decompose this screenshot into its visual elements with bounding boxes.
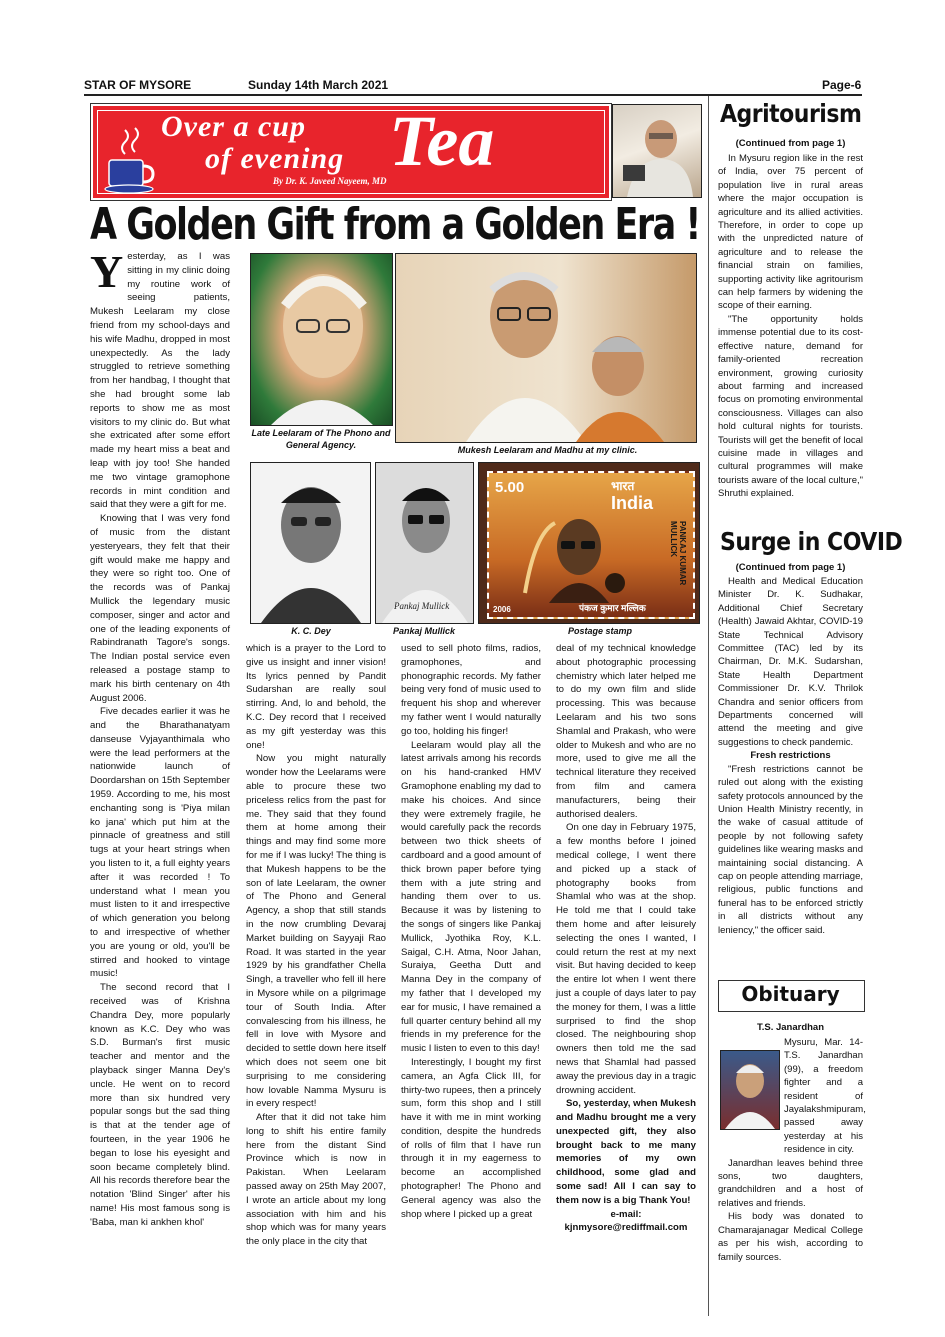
article-col2-para1: which is a prayer to the Lord to give us insight and inner vision! Its lyrics penned by Pandit Sudarshan are really soul stirring. And, lo and behold, the K.C. Dey record that I received as my gift yesterday was this one! — [246, 643, 386, 751]
agritourism-continued: (Continued from page 1) — [735, 138, 846, 149]
stamp-country: India — [611, 493, 654, 513]
page-number: Page-6 — [822, 78, 862, 92]
article-col4-para2: On one day in February 1975, a few months before I joined medical college, I went there and picked up a stack of photography books from Shamlal who was at the shop. He told me that I could take them home and after leisurely selecting the ones I wanted, I could return the rest at my next visit. But having decided to keep the entire lot when I went there just a couple of days later to pay the money for them, I was a little surprised to find the shop closed. The neighbouring shop owners then told me the sad news that Shamlal had passed away the previous day in a tragic drowning accident. — [556, 822, 696, 1096]
agritourism-heading: Agritourism — [720, 100, 862, 129]
article-col1-para1: Yesterday, as I was sitting in my clinic doing my routine work of seeing patients, Mukesh Leelaram my close friend from my school-days and his wife Madhu, dropped in most unexpectedly. As the lady struggled to retrieve something from her handbag, I thought that she had brought some lab reports to show me as most visitors to my clinic do. But what she extricated after some effort made my heart miss a beat and leap with joy too! She handed me two vintage gramophone records in mint condition and said that they were a gift for me. — [90, 246, 230, 511]
caption-kcdey: K. C. Dey — [291, 626, 331, 636]
article-column-3 — [401, 642, 541, 1221]
stamp-value: 5.00 — [495, 479, 525, 496]
stamp-portrait-icon — [519, 503, 629, 603]
covid-para2: "Fresh restrictions cannot be ruled out along with the existing safety protocols announced by the Union Health Ministry recently, in the wake of casual attitude of people by not following safety guidelines like wearing masks and maintaining social distancing. A cap on people attending marriage, religious, public functions and funeral has to be enforced strictly in all districts without any leniency," the officer said. — [718, 763, 863, 936]
pankaj-portrait-icon — [376, 463, 473, 623]
obituary-heading: Obituary — [741, 982, 840, 1006]
article-col3-para2: Leelaram would play all the latest arrivals among his records on his hand-cranked HMV Gramophone enabling my dad to make his choices. And since they were extremely fragile, he would carefully pack the records between two thick sheets of cardboard and a good amount of thick brown paper before tying them with a jute string and handing them over to us. Because it was by listening to the songs of singers like Pankaj Mullick, Jyothika Roy, K.L. Saigal, C.H. Atma, Noor Jahan, Suraiya, Geetha Dutt and Manna Dey in the company of my father that I developed my ear for music, I have remained a full quarter century behind all my friends in my preference for the music I listen to even to this day! — [401, 739, 541, 1055]
pankaj-photo — [375, 462, 474, 624]
kcdey-portrait-icon — [251, 463, 370, 623]
tea-cup-icon — [103, 126, 165, 196]
banner-line-2: of evening — [205, 142, 345, 175]
leelaram-portrait-icon — [251, 254, 392, 425]
agritourism-para1: In Mysuru region like in the rest of India, over 75 percent of population live in rural areas where the major occupation is agriculture and its allied activities. Therefore, in order to cope up with the unpredicted nature of agriculture and to release the financial strain on families, supporting activity like agritourism can help farmers by widening the scope of their earning. — [718, 153, 863, 312]
issue-date: Sunday 14th March 2021 — [248, 78, 389, 92]
covid-para1: Health and Medical Education Minister Dr. K. Sudhakar, Additional Chief Secretary (Health) Jawaid Akhtar, COVID-19 State Technical Advisory Committee (TAC) led by its Chairman, Dr. M.K. Sudarshan, State Health Department Commissioner Dr. K.V. Thrilok Chandra and senior officers from Departments concerned will attend the meeting and give suggestions to check pandemic. — [718, 576, 863, 748]
caption-mukesh: Mukesh Leelaram and Madhu at my clinic. — [457, 445, 638, 455]
article-column-1 — [90, 246, 230, 1230]
stamp-face — [487, 471, 695, 619]
obituary-para1: Mysuru, Mar. 14- T.S. Janardhan (99), a freedom fighter and a resident of Jayalakshmipuram, passed away yesterday at his residence in city. — [784, 1037, 866, 1156]
obituary-name: T.S. Janardhan — [756, 1022, 825, 1033]
caption-stamp: Postage stamp — [567, 626, 633, 636]
obituary-para2: Janardhan leaves behind three sons, two daughters, grandchildren and a host of relatives and friends. — [718, 1157, 863, 1209]
banner-line-1: Over a cup — [161, 110, 306, 143]
byline: By Dr. K. Javeed Nayeem, MD — [273, 176, 387, 186]
sidebar-divider — [708, 96, 709, 1316]
article-col2-para3: After that it did not take him long to shift his entire family here from the distant Sind Province which is now in Pakistan. When Leelaram passed away on 25th May 2007, I wrote an article about my long association with him and his shop which was for many years the only place in the city that — [246, 1112, 386, 1248]
article-col4-para1: deal of my technical knowledge about photographic processing chemistry which later helped me to do my own film and slide processing. This was because Leelaram and his two sons Shamlal and Prakash, who were older to Mukesh and who are no more, used to give me all the technical literature they received from film and camera manufacturers, being their authorised dealers. — [556, 643, 696, 820]
caption-pankaj: Pankaj Mullick — [392, 626, 456, 636]
article-column-2 — [246, 642, 386, 1249]
header-rule — [84, 94, 862, 96]
leelaram-photo — [250, 253, 393, 426]
email-label: e-mail: — [610, 1208, 642, 1220]
agritourism-para2: "The opportunity holds immense potential due to its cost-effective nature, demand for family-oriented recreation environment, growing curiosity about farming and increased focus on promoting environmental consciousness. Villages can also hold cultural nights for tourists. Tourists will get the benefit of local cuisine made in villages and cultural programmes will make tourists aware of the local culture," Shruthi explained. — [718, 313, 863, 500]
covid-heading: Surge in COVID — [720, 528, 903, 557]
mukesh-madhu-photo — [395, 253, 697, 443]
stamp-name-hindi: पंकज कुमार मल्लिक — [579, 603, 646, 613]
article-col1-para2: Knowing that I was very fond of music from the distant yesteryears, they felt that their gift would make me happy and they were so right too. One of the records was of Pankaj Mullick the legendary music composer, singer and actor and one of the leading exponents of Rabindranath Tagore's songs. The Indian postal service even released a postage stamp to mark his birth centenary on 4th August 2006. — [90, 513, 230, 704]
obituary-para3: His body was donated to Chamarajanagar Medical College as per his wish, according to family sources. — [718, 1211, 863, 1263]
stamp-name-vertical: PANKAJ KUMAR MULLICK — [669, 521, 687, 586]
covid-continued: (Continued from page 1) — [735, 562, 846, 573]
agritourism-body — [718, 152, 863, 501]
caption-leelaram: Late Leelaram of The Phono and General Agency. — [251, 428, 391, 450]
drop-cap: Y — [90, 246, 124, 297]
stamp-year: 2006 — [493, 605, 511, 614]
columnist-portrait-icon — [613, 105, 701, 197]
couple-portrait-icon — [396, 254, 696, 442]
article-col4-para3: So, yesterday, when Mukesh and Madhu brought me a very unexpected gift, they also brought back to me many memories of my own childhood, some glad and some sad! All I can say to them now is a big Thank You! — [556, 1098, 696, 1206]
kcdey-photo — [250, 462, 371, 624]
article-col2-para2: Now you might naturally wonder how the Leelarams were able to procure these two priceless relics from the past for me. They said that they found them at home among their things and may find some more for me if I was lucky! The thing is that Mukesh happens to be the son of late Leelaram, the owner of The Phono and General Agency, a shop that still stands in the now crumbling Devaraj Market building on Sayyaji Rao Road. It was started in the year 1929 by his grandfather Chella Singh, a traveller who fell ill here in Mysore while on a pilgrimage tour of South India. After convalescing from his illness, he fell in love with Mysore and decided to settle down here itself which does not seem one bit surprising to me considering how lovable Namma Mysuru is in every respect! — [246, 753, 386, 1110]
newspaper-name: STAR OF MYSORE — [84, 78, 192, 92]
stamp-country-hindi: भारत — [611, 479, 635, 493]
banner-tea: Tea — [389, 104, 495, 181]
article-col1-para3: Five decades earlier it was he and the Bharathanatyam danseuse Vyjayanthimala who were the lead performers at the nationwide launch of Doordarshan on 15th September 1959. According to me, his most enchanting song is 'Piya milan ko jana' which put him at the pinnacle of greatness and still tugs at your heart strings when you listen to it, a full eighty years after it was recorded ! To understand what I mean you must listen to it and irrespective of which generation you belong to and irrespective of whether you are young or old, you'll be stirred and hooked to vintage music! — [90, 706, 230, 980]
covid-body — [718, 575, 863, 937]
covid-subhead: Fresh restrictions — [750, 750, 831, 762]
postage-stamp — [478, 462, 700, 624]
column-banner — [91, 104, 611, 200]
article-col3-para1: used to sell photo films, radios, gramophones, and phonographic records. My father being very fond of music used to frequent his shop and wherever my father went I would naturally go too, holding his finger! — [401, 643, 541, 737]
columnist-photo — [612, 104, 702, 198]
obituary-body — [718, 1036, 866, 1264]
article-col3-para3: Interestingly, I bought my first camera, an Agfa Click III, for thirty-two rupees, then a princely sum, form this shop and I still have it with me in mint working condition, despite the hundreds of rolls of film that I have run through it in my eagerness to become an accomplished photographer! The Phono and General agency was also the shop where I picked up a great — [401, 1056, 541, 1220]
headline: A Golden Gift from a Golden Era ! — [90, 200, 700, 250]
email-link[interactable]: kjnmysore@rediffmail.com — [564, 1222, 688, 1234]
article-col1-para4: The second record that I received was of Krishna Chandra Dey, more popularly known as K.C. Dey who was S.D. Burman's first music teacher and mentor and the playback singer Manna Dey's uncle. He went on to record more than six hundred very popular songs but the sad thing is that at the tender age of fourteen, in the year 1906 he began to lose his eyesight and soon became completely blind. All his records therefore bear the notation 'Blind Singer' after his name! His most famous song is 'Baba, man ki ankhen khol' — [90, 982, 230, 1228]
signature: Pankaj Mullick — [394, 601, 450, 611]
article-column-4 — [556, 642, 696, 1235]
